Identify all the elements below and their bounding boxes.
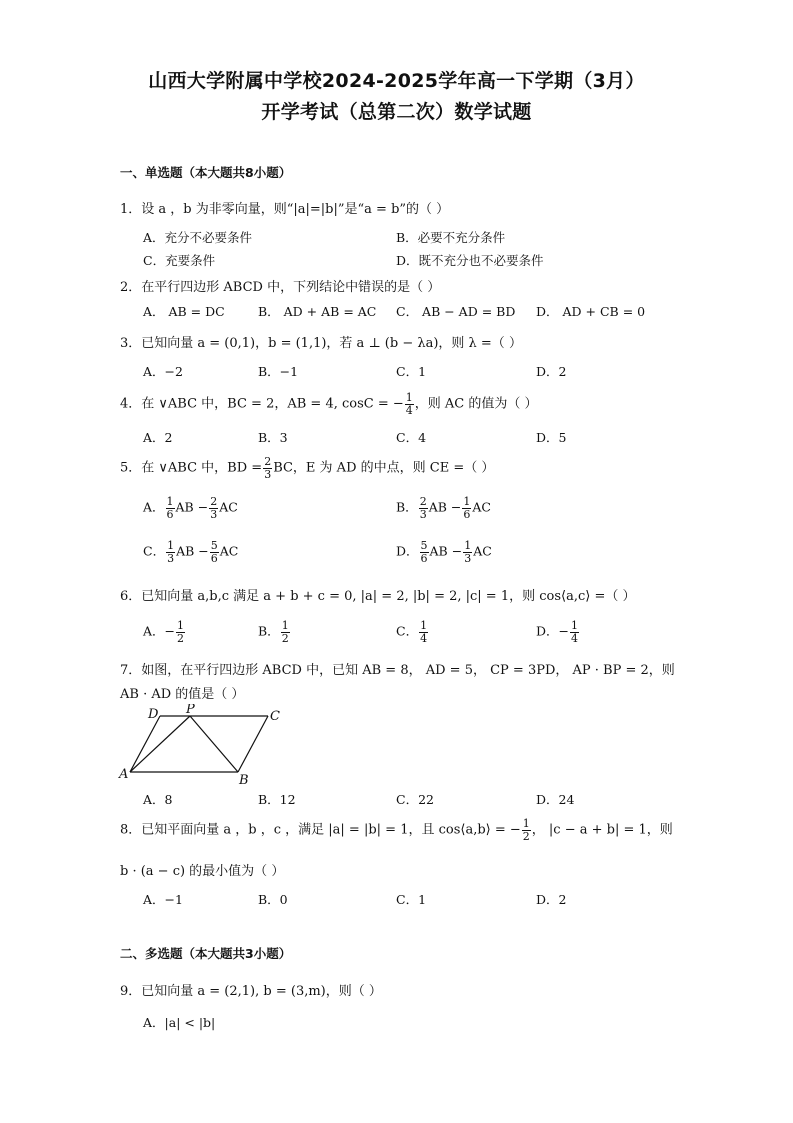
- question-3-option-d: D．2: [536, 364, 567, 379]
- segment-pb: [190, 716, 238, 772]
- option-label: D．: [396, 543, 419, 559]
- option-fraction-1: [166, 496, 175, 520]
- option-label: B．: [258, 623, 280, 639]
- question-9-option-a: A．|a| < |b|: [143, 1015, 216, 1030]
- question-1-stem: 1．设 a ，b 为非零向量，则“|a|=|b|”是“a = b”的（ ）: [120, 202, 450, 217]
- label-p: P: [186, 704, 195, 717]
- question-8-option-a: A．−1: [143, 892, 183, 907]
- option-fraction-1: [419, 496, 428, 520]
- fraction-numerator: 2: [264, 455, 272, 468]
- title-line-2: 开学考试（总第二次）数学试题: [261, 101, 532, 123]
- question-8-stem-part-2: ， |c − a + b| = 1，则: [531, 822, 673, 838]
- option-term-2: AC: [219, 543, 239, 559]
- option-term-1: AB −: [175, 499, 209, 515]
- question-4-option-a: A．2: [143, 430, 173, 445]
- question-1-option-d: D．既不充分也不必要条件: [396, 253, 544, 268]
- question-3-stem: 3．已知向量 a = (0,1)，b = (1,1)，若 a ⊥ (b − λa)，则 λ =（ ）: [120, 336, 522, 351]
- fraction-denominator: 4: [571, 631, 578, 645]
- fraction-denominator: 2: [281, 631, 289, 645]
- fraction-denominator: 4: [420, 631, 428, 645]
- question-7-stem-line-1: 7．如图，在平行四边形 ABCD 中，已知 AB = 8， AD = 5， CP = 3PD， AP · BP = 2，则: [120, 663, 675, 678]
- question-2-option-d: D． AD + CB = 0: [536, 304, 646, 319]
- question-5-stem-part-2: BC，E 为 AD 的中点，则 CE =（ ）: [273, 460, 495, 476]
- fraction-numerator: 1: [405, 391, 413, 404]
- question-4-stem-part-1: 4．在 ∨ABC 中，BC = 2，AB = 4, cosC = −: [120, 396, 404, 412]
- question-8-stem-line-2: b · (a − c) 的最小值为（ ）: [120, 864, 285, 879]
- fraction-numerator: 2: [419, 495, 427, 508]
- question-6-option-a: [143, 620, 186, 644]
- question-2-option-a: A． AB = DC: [143, 304, 225, 319]
- question-2-option-b: B． AD + AB = AC: [258, 304, 377, 319]
- question-6-option-d: [536, 620, 580, 644]
- question-1-option-b: B．必要不充分条件: [396, 230, 506, 245]
- question-1-option-c: C．充要条件: [143, 253, 216, 268]
- question-8-stem-part-1: 8．已知平面向量 a ，b ，c ，满足 |a| = |b| = 1，且 cos⟨a,b⟩ = −: [120, 822, 521, 838]
- question-7-option-a: A．8: [143, 792, 173, 807]
- fraction-numerator: 1: [522, 817, 530, 830]
- question-7-stem-line-2: AB · AD 的值是（ ）: [120, 687, 245, 702]
- fraction-numerator: 1: [571, 619, 578, 632]
- question-3-option-c: C．1: [396, 364, 427, 379]
- fraction-denominator: 6: [420, 551, 428, 565]
- question-5-stem: [120, 456, 494, 480]
- question-5-stem-part-1: 5．在 ∨ABC 中，BD =: [120, 460, 263, 476]
- question-1-option-a: A．充分不必要条件: [143, 230, 253, 245]
- question-4-option-c: C．4: [396, 430, 427, 445]
- option-fraction: [419, 620, 428, 644]
- fraction-numerator: 1: [281, 619, 289, 632]
- question-4-stem: [120, 392, 538, 416]
- fraction-numerator: 1: [167, 539, 175, 552]
- question-6-stem: 6．已知向量 a,b,c 满足 a + b + c = 0, |a| = 2, |b| = 2, |c| = 1，则 cos⟨a,c⟩ =（ ）: [120, 589, 636, 604]
- question-4-option-d: D．5: [536, 430, 567, 445]
- section-multi-choice: 二、多选题（本大题共3小题）: [120, 946, 292, 961]
- fraction-denominator: 3: [264, 467, 272, 481]
- fraction-denominator: 6: [463, 507, 471, 521]
- fraction-numerator: 1: [177, 619, 185, 632]
- option-term-1: AB −: [176, 543, 209, 559]
- fraction-denominator: 4: [405, 403, 413, 417]
- edge-bc: [238, 716, 268, 772]
- option-fraction-1: [166, 540, 175, 564]
- option-fraction: [281, 620, 290, 644]
- question-3-option-a: A．−2: [143, 364, 183, 379]
- fraction-numerator: 5: [420, 539, 428, 552]
- question-2-stem: 2．在平行四边形 ABCD 中，下列结论中错误的是（ ）: [120, 280, 441, 295]
- question-9-stem: 9．已知向量 a = (2,1), b = (3,m)，则（ ）: [120, 984, 382, 999]
- option-fraction-2: [210, 540, 219, 564]
- option-term-2: AC: [219, 499, 238, 515]
- question-7-option-d: D．24: [536, 792, 575, 807]
- fraction-numerator: 2: [210, 495, 218, 508]
- label-b: B: [239, 773, 249, 786]
- question-7-option-b: B．12: [258, 792, 296, 807]
- question-7-option-c: C．22: [396, 792, 434, 807]
- fraction-denominator: 2: [522, 829, 530, 843]
- fraction-numerator: 5: [210, 539, 218, 552]
- option-label: C．: [396, 623, 419, 639]
- option-fraction-2: [462, 496, 471, 520]
- option-term-1: AB −: [429, 543, 463, 559]
- question-2-option-c: C． AB − AD = BD: [396, 304, 516, 319]
- question-5-option-d: [396, 540, 492, 564]
- fraction-denominator: 3: [464, 551, 472, 565]
- question-3-option-b: B．−1: [258, 364, 299, 379]
- fraction-denominator: 3: [210, 507, 218, 521]
- question-8-fraction: [522, 818, 531, 842]
- option-label: A．−: [143, 623, 176, 639]
- option-label: D．−: [536, 623, 569, 639]
- question-8-stem-line-1: [120, 818, 673, 842]
- fraction-denominator: 3: [167, 551, 175, 565]
- label-d: D: [148, 707, 159, 722]
- question-8-option-c: C．1: [396, 892, 427, 907]
- question-5-fraction: [263, 456, 272, 480]
- label-c: C: [270, 709, 280, 724]
- fraction-numerator: 1: [463, 495, 471, 508]
- segment-ap: [130, 716, 190, 772]
- option-term-1: AB −: [428, 499, 462, 515]
- edge-da: [130, 716, 160, 772]
- option-fraction-2: [463, 540, 472, 564]
- section-single-choice: 一、单选题（本大题共8小题）: [120, 165, 292, 180]
- option-label: A．: [143, 499, 165, 515]
- fraction-numerator: 1: [420, 619, 428, 632]
- fraction-denominator: 6: [166, 507, 174, 521]
- option-term-2: AC: [473, 543, 492, 559]
- option-fraction: [176, 620, 185, 644]
- question-4-fraction: [405, 392, 414, 416]
- fraction-denominator: 2: [177, 631, 185, 645]
- question-6-option-b: [258, 620, 291, 644]
- fraction-denominator: 6: [210, 551, 218, 565]
- title-line-1: 山西大学附属中学校2024-2025学年高一下学期（3月）: [148, 70, 645, 92]
- fraction-numerator: 1: [464, 539, 472, 552]
- fraction-denominator: 3: [419, 507, 427, 521]
- question-8-option-d: D．2: [536, 892, 567, 907]
- question-5-option-b: [396, 496, 491, 520]
- question-4-option-b: B．3: [258, 430, 288, 445]
- option-fraction: [570, 620, 579, 644]
- question-5-option-a: [143, 496, 238, 520]
- question-8-option-b: B．0: [258, 892, 288, 907]
- question-6-option-c: [396, 620, 429, 644]
- option-fraction-2: [209, 496, 218, 520]
- option-fraction-1: [420, 540, 429, 564]
- parallelogram-figure: [118, 704, 288, 786]
- option-label: C．: [143, 543, 166, 559]
- option-term-2: AC: [472, 499, 491, 515]
- fraction-numerator: 1: [166, 495, 174, 508]
- option-label: B．: [396, 499, 418, 515]
- label-a: A: [119, 767, 129, 782]
- question-4-stem-part-2: ，则 AC 的值为（ ）: [414, 396, 538, 412]
- question-5-option-c: [143, 540, 238, 564]
